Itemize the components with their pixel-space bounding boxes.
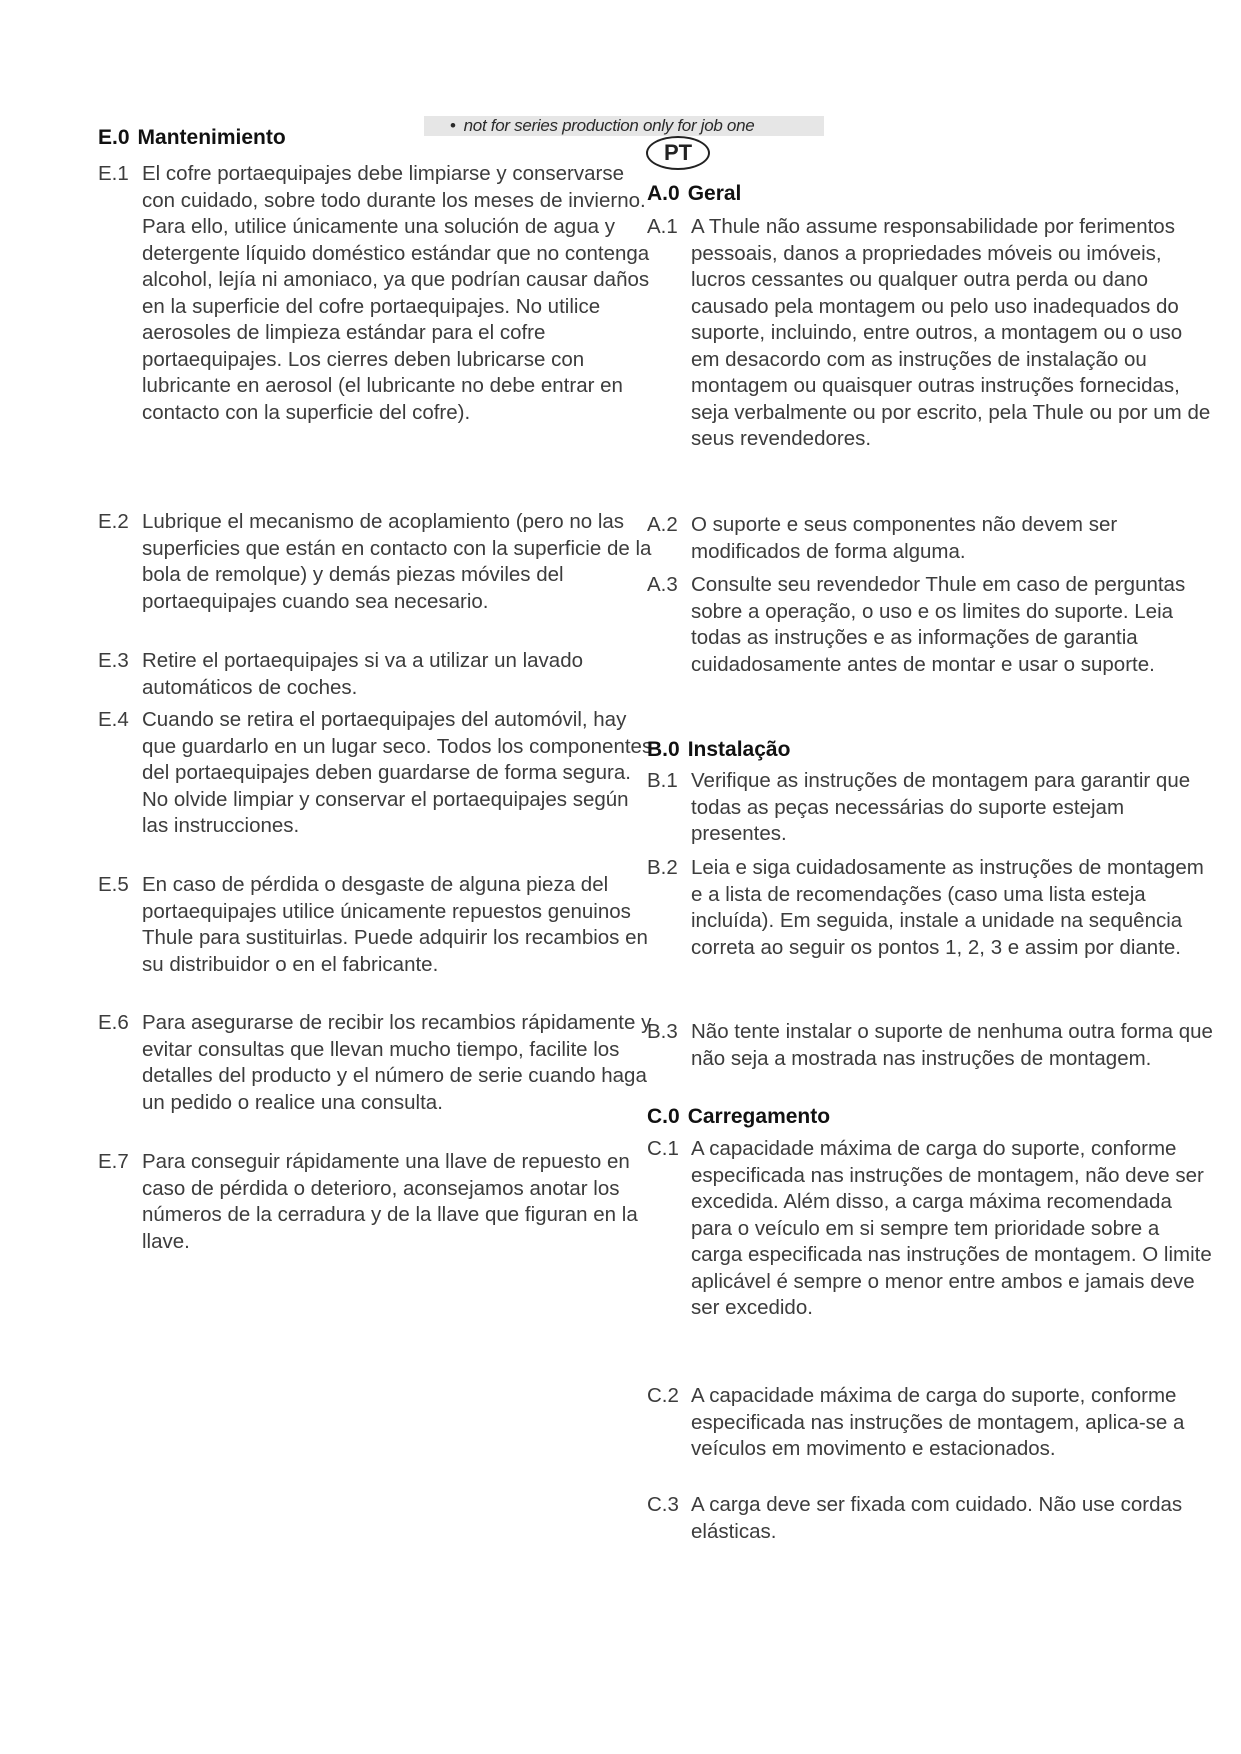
item-text: Consulte seu revendedor Thule em caso de perguntas sobre a operação, o uso e os limites do suporte. Leia todas as instruções e as informações de garantia cuidadosamente antes de montar e usar o suporte.: [691, 573, 1186, 676]
list-item-a1: [647, 214, 1213, 453]
item-text: A capacidade máxima de carga do suporte, conforme especificada nas instruções de montagem, aplica-se a veículos em movimento e estacionados.: [691, 1384, 1185, 1460]
list-item-a3: [647, 572, 1213, 678]
list-item-b1: [647, 768, 1213, 848]
list-item-e3: [98, 648, 654, 701]
item-text: Para conseguir rápidamente una llave de repuesto en caso de pérdida o deterioro, aconsejamos anotar los números de la cerradura y de la llave que figuran en la llave.: [142, 1150, 638, 1253]
banner-text: not for series production only for job one: [463, 116, 755, 135]
item-number: C.3: [647, 1493, 679, 1516]
item-number: B.3: [647, 1020, 678, 1043]
section-title: Geral: [687, 182, 742, 205]
item-text: Leia e siga cuidadosamente as instruções de montagem e a lista de recomendações (caso uma lista esteja incluída). Em seguida, instale a unidade na sequência correta ao seguir os pontos 1, 2, 3 e assim por diante.: [691, 856, 1204, 959]
list-item-e6: [98, 1010, 654, 1116]
list-item-e4: [98, 707, 654, 840]
item-text: O suporte e seus componentes não devem ser modificados de forma alguma.: [691, 513, 1118, 563]
item-text: El cofre portaequipajes debe limpiarse y conservarse con cuidado, sobre todo durante los meses de invierno. Para ello, utilice únicamente una solución de agua y detergente líquido doméstico estándar que no contenga alcohol, lejía ni amoniaco, ya que podrían causar daños en la superficie del cofre portaequipajes. No utilice aerosoles de limpieza estándar para el cofre portaequipajes. Los cierres deben lubricarse con lubricante en aerosol (el lubricante no debe entrar en contacto con la superficie del cofre).: [142, 162, 650, 424]
item-text: En caso de pérdida o desgaste de alguna pieza del portaequipajes utilice únicamente repuestos genuinos Thule para sustituirlas. Puede adquirir los recambios en su distribuidor o en el fabricante.: [142, 873, 648, 976]
list-item-b3: [647, 1019, 1213, 1072]
item-text: Para asegurarse de recibir los recambios rápidamente y evitar consultas que llevan mucho tiempo, facilite los detalles del producto y el número de serie cuando haga un pedido o realice una consulta.: [142, 1011, 652, 1114]
section-title: Mantenimiento: [137, 126, 286, 149]
item-number: E.6: [98, 1011, 129, 1034]
list-item-b2: [647, 855, 1213, 961]
item-number: E.7: [98, 1150, 129, 1173]
language-badge-pt: PT: [646, 136, 710, 170]
item-number: A.2: [647, 513, 678, 536]
section-number: B.0: [647, 738, 680, 761]
item-text: A capacidade máxima de carga do suporte, conforme especificada nas instruções de montagem, não deve ser excedida. Além disso, a carga máxima recomendada para o veículo em si sempre tem prioridade sobre a carga especificada nas instruções de montagem. O limite aplicável é sempre o menor entre ambos e jamais deve ser excedido.: [691, 1137, 1212, 1319]
section-heading-e0: [98, 125, 286, 151]
item-number: E.5: [98, 873, 129, 896]
section-number: E.0: [98, 126, 130, 149]
item-text: Não tente instalar o suporte de nenhuma outra forma que não seja a mostrada nas instruções de montagem.: [691, 1020, 1213, 1070]
list-item-c2: [647, 1383, 1213, 1463]
item-text: Retire el portaequipajes si va a utilizar un lavado automáticos de coches.: [142, 649, 584, 699]
section-number: C.0: [647, 1105, 680, 1128]
section-number: A.0: [647, 182, 680, 205]
list-item-e7: [98, 1149, 654, 1255]
item-text: A carga deve ser fixada com cuidado. Não use cordas elásticas.: [691, 1493, 1183, 1543]
list-item-e2: [98, 509, 654, 615]
item-number: E.4: [98, 708, 129, 731]
item-number: B.1: [647, 769, 678, 792]
list-item-a2: [647, 512, 1213, 565]
item-number: A.1: [647, 215, 678, 238]
banner-bullet: •: [450, 116, 456, 135]
item-number: E.1: [98, 162, 129, 185]
section-heading-c0: [647, 1104, 830, 1130]
item-number: B.2: [647, 856, 678, 879]
item-number: C.1: [647, 1137, 679, 1160]
item-number: C.2: [647, 1384, 679, 1407]
item-text: A Thule não assume responsabilidade por ferimentos pessoais, danos a propriedades móveis ou imóveis, lucros cessantes ou qualquer outra perda ou dano causado pela montagem ou pelo uso inadequados do suporte, incluindo, entre outros, a montagem ou o uso em desacordo com as instruções de instalação ou montagem ou quaisquer outras instruções fornecidas, seja verbalmente ou por escrito, pela Thule ou por um de seus revendedores.: [691, 215, 1211, 450]
item-number: A.3: [647, 573, 678, 596]
item-text: Verifique as instruções de montagem para garantir que todas as peças necessárias do suporte estejam presentes.: [691, 769, 1191, 845]
section-heading-a0: [647, 181, 741, 207]
production-notice-banner: [424, 116, 824, 136]
list-item-c3: [647, 1492, 1213, 1545]
section-title: Carregamento: [687, 1105, 831, 1128]
list-item-e5: [98, 872, 654, 978]
list-item-c1: [647, 1136, 1213, 1322]
item-number: E.3: [98, 649, 129, 672]
item-number: E.2: [98, 510, 129, 533]
item-text: Lubrique el mecanismo de acoplamiento (pero no las superficies que están en contacto con la superficie de la bola de remolque) y demás piezas móviles del portaequipajes cuando sea necesario.: [142, 510, 652, 613]
item-text: Cuando se retira el portaequipajes del automóvil, hay que guardarlo en un lugar seco. Todos los componentes del portaequipajes deben guardarse de forma segura. No olvide limpiar y conservar el portaequipajes según las instrucciones.: [142, 708, 653, 837]
list-item-e1: [98, 161, 654, 426]
section-heading-b0: [647, 737, 790, 763]
section-title: Instalação: [687, 738, 791, 761]
